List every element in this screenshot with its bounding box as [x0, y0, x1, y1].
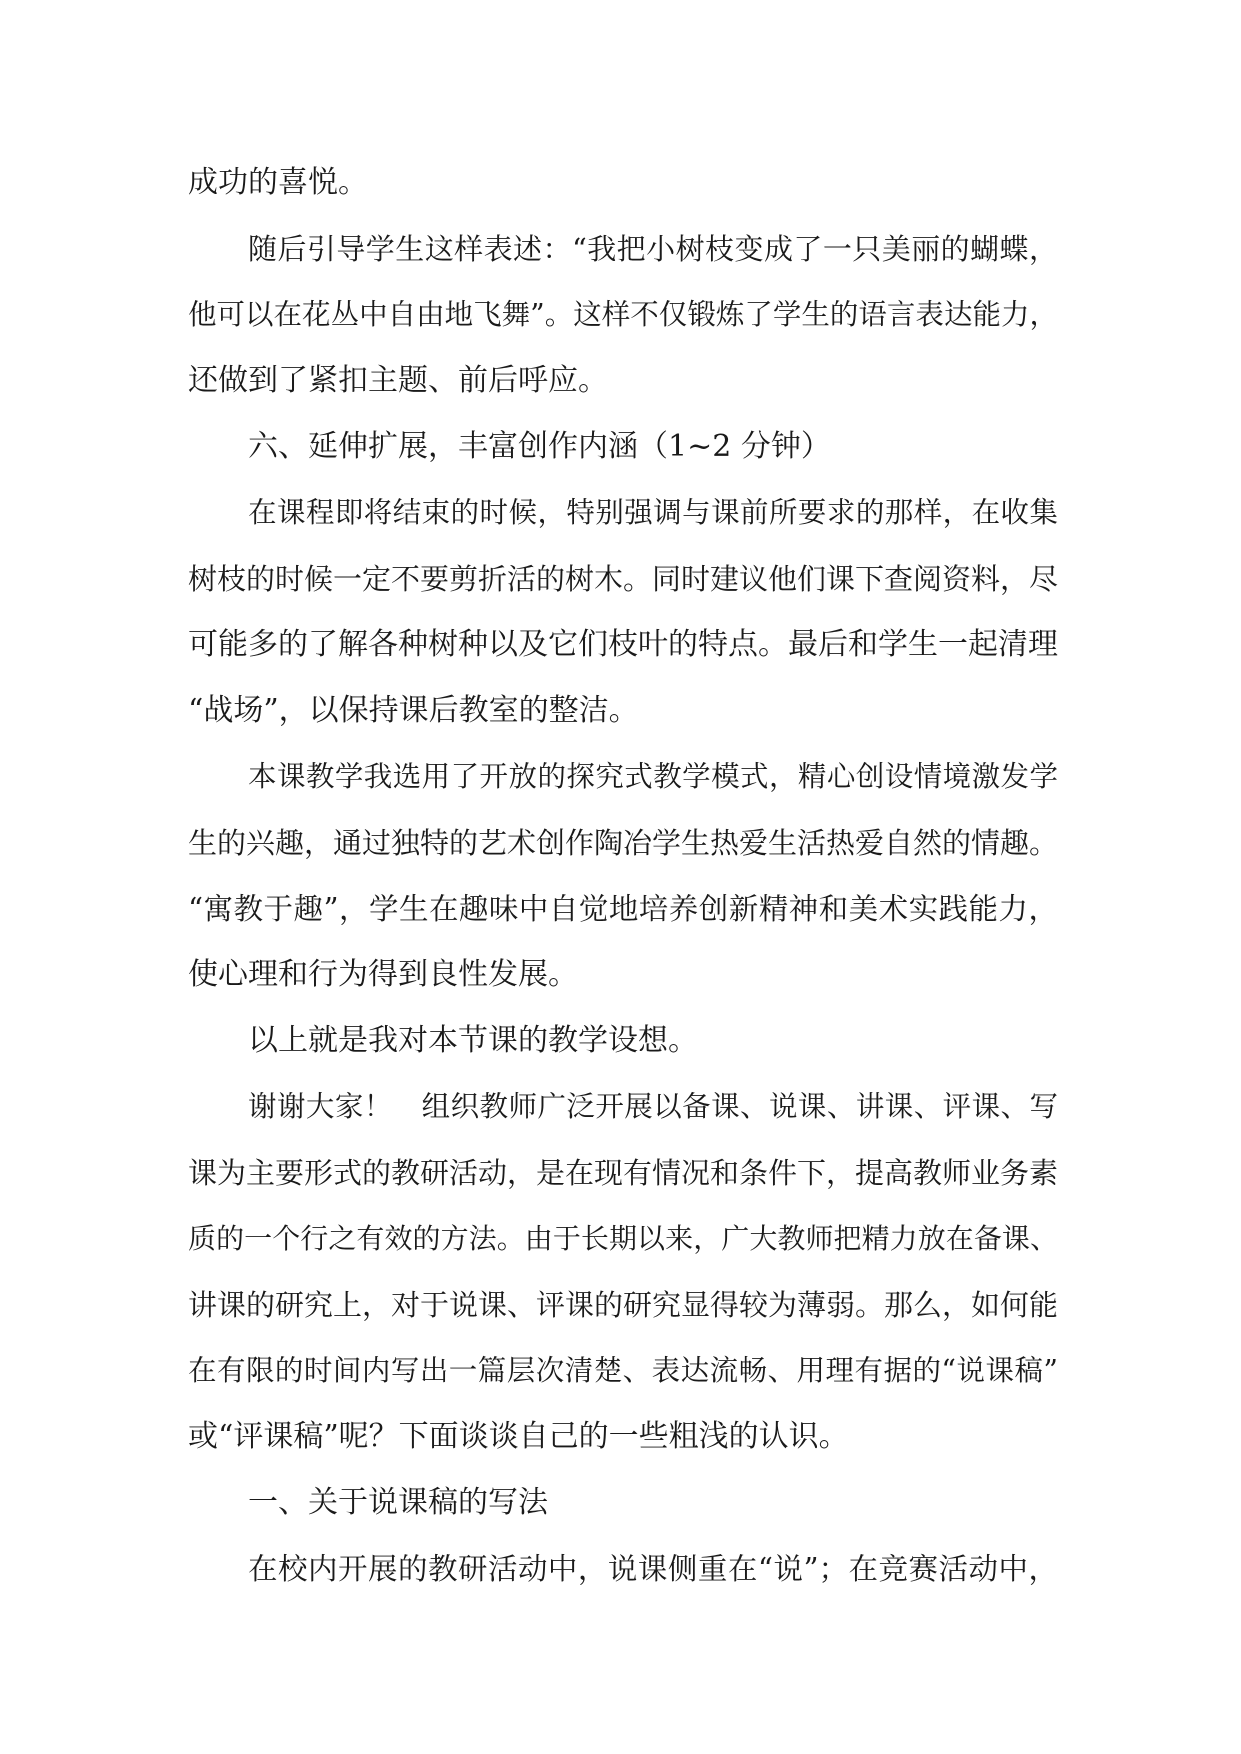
- text-line: 或“评课稿”呢？下面谈谈自己的一些粗浅的认识。: [188, 1419, 849, 1454]
- text-line: 质的一个行之有效的方法。由于长期以来，广大教师把精力放在备课、: [188, 1222, 1058, 1255]
- text-line: “寓教于趣”，学生在趣味中自觉地培养创新精神和美术实践能力，: [188, 892, 1058, 926]
- text-line: 在有限的时间内写出一篇层次清楚、表达流畅、用理有据的“说课稿”: [188, 1354, 1058, 1387]
- text-line: 生的兴趣，通过独特的艺术创作陶冶学生热爱生活热爱自然的情趣。: [188, 826, 1059, 860]
- text-line: 还做到了紧扣主题、前后呼应。: [188, 363, 608, 398]
- document-body: [188, 150, 1058, 1602]
- section-heading: 一、关于说课稿的写法: [248, 1485, 548, 1520]
- text-line: 课为主要形式的教研活动，是在现有情况和条件下，提高教师业务素: [188, 1156, 1059, 1190]
- text-line: 成功的喜悦。: [188, 165, 368, 200]
- text-line: 使心理和行为得到良性发展。: [188, 957, 578, 992]
- text-line: 随后引导学生这样表述：“我把小树枝变成了一只美丽的蝴蝶，: [248, 232, 1058, 266]
- text-line: “战场”，以保持课后教室的整洁。: [188, 693, 639, 728]
- text-line: 讲课的研究上，对于说课、评课的研究显得较为薄弱。那么，如何能: [188, 1288, 1059, 1322]
- section-heading: 六、延伸扩展，丰富创作内涵（1~2 分钟）: [248, 429, 831, 464]
- text-line: 树枝的时候一定不要剪折活的树木。同时建议他们课下查阅资料，尽: [188, 562, 1059, 596]
- text-line: 本课教学我选用了开放的探究式教学模式，精心创设情境激发学: [248, 760, 1058, 793]
- text-line: 可能多的了解各种树种以及它们枝叶的特点。最后和学生一起清理: [188, 627, 1058, 662]
- text-line: 在课程即将结束的时候，特别强调与课前所要求的那样，在收集: [248, 496, 1058, 529]
- text-line: 以上就是我对本节课的教学设想。: [248, 1023, 698, 1058]
- text-line: 他可以在花丛中自由地飞舞”。这样不仅锻炼了学生的语言表达能力，: [188, 298, 1058, 331]
- text-line: 在校内开展的教研活动中，说课侧重在“说”；在竞赛活动中，: [248, 1552, 1058, 1586]
- text-line: 谢谢大家！ 组织教师广泛开展以备课、说课、讲课、评课、写: [248, 1090, 1058, 1123]
